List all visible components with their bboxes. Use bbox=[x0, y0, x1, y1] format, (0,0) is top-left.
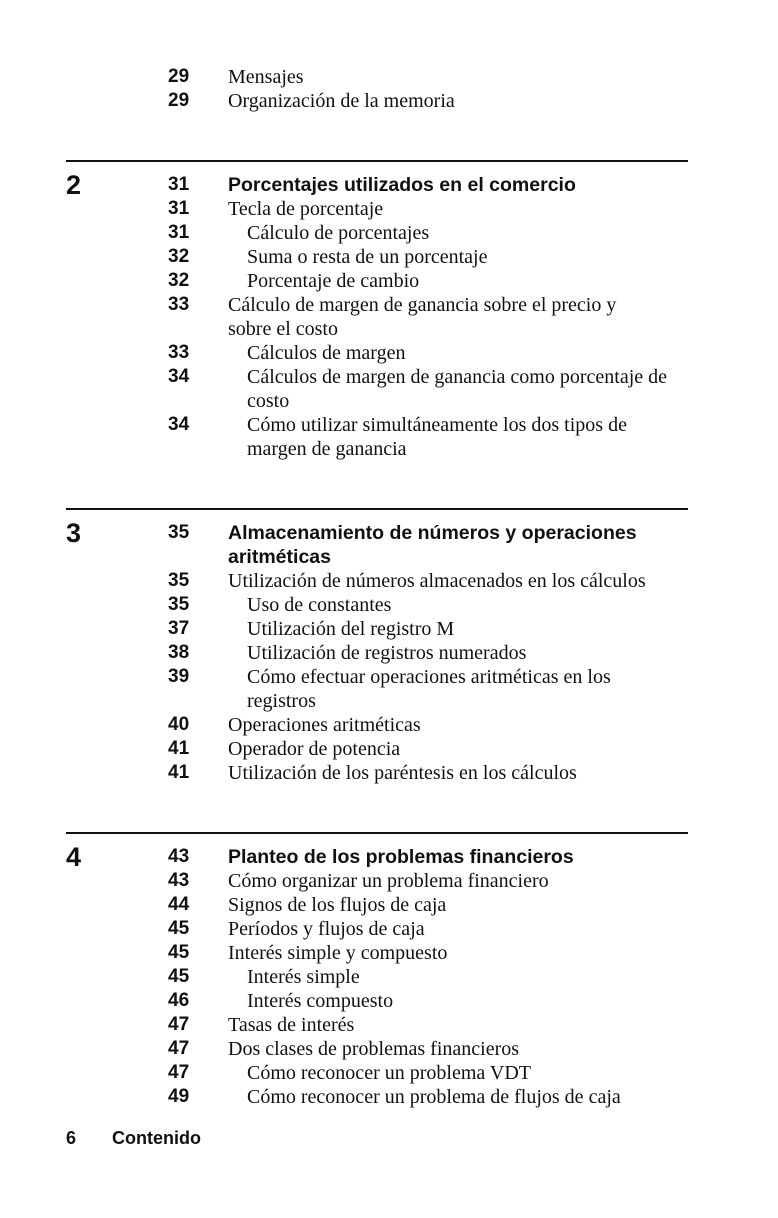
entry-title: Cómo reconocer un problema VDT bbox=[247, 1062, 531, 1084]
chapter-number: 3 bbox=[66, 518, 82, 548]
entry-title: Uso de constantes bbox=[247, 594, 392, 616]
entry-title: Dos clases de problemas financieros bbox=[228, 1038, 520, 1060]
entry-title: Utilización del registro M bbox=[247, 618, 455, 640]
entry-page-number: 38 bbox=[168, 642, 190, 663]
entry-page-number: 45 bbox=[168, 966, 190, 987]
entry-page-number: 46 bbox=[168, 990, 190, 1011]
entry-page-number: 34 bbox=[168, 366, 190, 387]
entry-title: Cómo reconocer un problema de flujos de caja bbox=[247, 1086, 621, 1108]
entry-title: Cálculos de margen de ganancia como porcentaje de costo bbox=[247, 366, 668, 412]
entry-page-number: 31 bbox=[168, 222, 190, 243]
footer-section-label: Contenido bbox=[112, 1128, 201, 1148]
entry-title: Mensajes bbox=[228, 66, 304, 88]
chapter-divider bbox=[66, 832, 688, 834]
entry-title: Utilización de los paréntesis en los cálculos bbox=[228, 762, 577, 784]
chapter-heading: Porcentajes utilizados en el comercio bbox=[228, 174, 576, 196]
entry-title: Operador de potencia bbox=[228, 738, 401, 760]
entry-title: Cálculo de porcentajes bbox=[247, 222, 430, 244]
entry-page-number: 37 bbox=[168, 618, 190, 639]
entry-page-number: 45 bbox=[168, 918, 190, 939]
entry-page-number: 35 bbox=[168, 522, 190, 543]
entry-page-number: 35 bbox=[168, 594, 190, 615]
entry-page-number: 43 bbox=[168, 846, 190, 867]
entry-page-number: 49 bbox=[168, 1086, 190, 1107]
entry-title: Cómo utilizar simultáneamente los dos tipos de margen de ganancia bbox=[247, 414, 627, 460]
entry-title: Interés simple bbox=[247, 966, 360, 988]
entry-title: Cómo efectuar operaciones aritméticas en los registros bbox=[247, 666, 611, 712]
chapter-number: 4 bbox=[66, 842, 82, 872]
entry-title: Interés simple y compuesto bbox=[228, 942, 448, 964]
chapter-divider bbox=[66, 160, 688, 162]
entry-title: Interés compuesto bbox=[247, 990, 394, 1012]
entry-title: Tasas de interés bbox=[228, 1014, 355, 1036]
chapter-number: 2 bbox=[66, 170, 82, 200]
entry-title: Organización de la memoria bbox=[228, 90, 455, 112]
entry-page-number: 35 bbox=[168, 570, 190, 591]
entry-page-number: 34 bbox=[168, 414, 190, 435]
chapter-heading: Planteo de los problemas financieros bbox=[228, 846, 574, 868]
entry-page-number: 33 bbox=[168, 294, 190, 315]
chapter-divider bbox=[66, 508, 688, 510]
entry-page-number: 43 bbox=[168, 870, 190, 891]
entry-page-number: 45 bbox=[168, 942, 190, 963]
chapter-heading: Almacenamiento de números y operaciones aritméticas bbox=[228, 522, 637, 568]
entry-title: Cálculo de margen de ganancia sobre el precio y sobre el costo bbox=[228, 294, 617, 340]
entry-title: Tecla de porcentaje bbox=[228, 198, 384, 220]
entry-title: Períodos y flujos de caja bbox=[228, 918, 425, 940]
entry-page-number: 41 bbox=[168, 738, 190, 759]
entry-title: Utilización de números almacenados en los cálculos bbox=[228, 570, 646, 592]
entry-page-number: 44 bbox=[168, 894, 190, 915]
entry-page-number: 33 bbox=[168, 342, 190, 363]
entry-page-number: 31 bbox=[168, 174, 190, 195]
entry-page-number: 31 bbox=[168, 198, 190, 219]
entry-page-number: 29 bbox=[168, 90, 190, 111]
entry-page-number: 41 bbox=[168, 762, 190, 783]
entry-title: Signos de los flujos de caja bbox=[228, 894, 447, 916]
entry-page-number: 32 bbox=[168, 270, 190, 291]
entry-title: Porcentaje de cambio bbox=[247, 270, 420, 292]
entry-page-number: 39 bbox=[168, 666, 190, 687]
entry-page-number: 47 bbox=[168, 1014, 190, 1035]
entry-title: Cómo organizar un problema financiero bbox=[228, 870, 549, 892]
entry-title: Cálculos de margen bbox=[247, 342, 406, 364]
entry-title: Suma o resta de un porcentaje bbox=[247, 246, 488, 268]
entry-page-number: 40 bbox=[168, 714, 190, 735]
entry-title: Utilización de registros numerados bbox=[247, 642, 527, 664]
footer-page-number: 6 bbox=[66, 1128, 77, 1148]
entry-page-number: 47 bbox=[168, 1038, 190, 1059]
entry-page-number: 29 bbox=[168, 66, 190, 87]
entry-page-number: 32 bbox=[168, 246, 190, 267]
entry-page-number: 47 bbox=[168, 1062, 190, 1083]
entry-title: Operaciones aritméticas bbox=[228, 714, 421, 736]
